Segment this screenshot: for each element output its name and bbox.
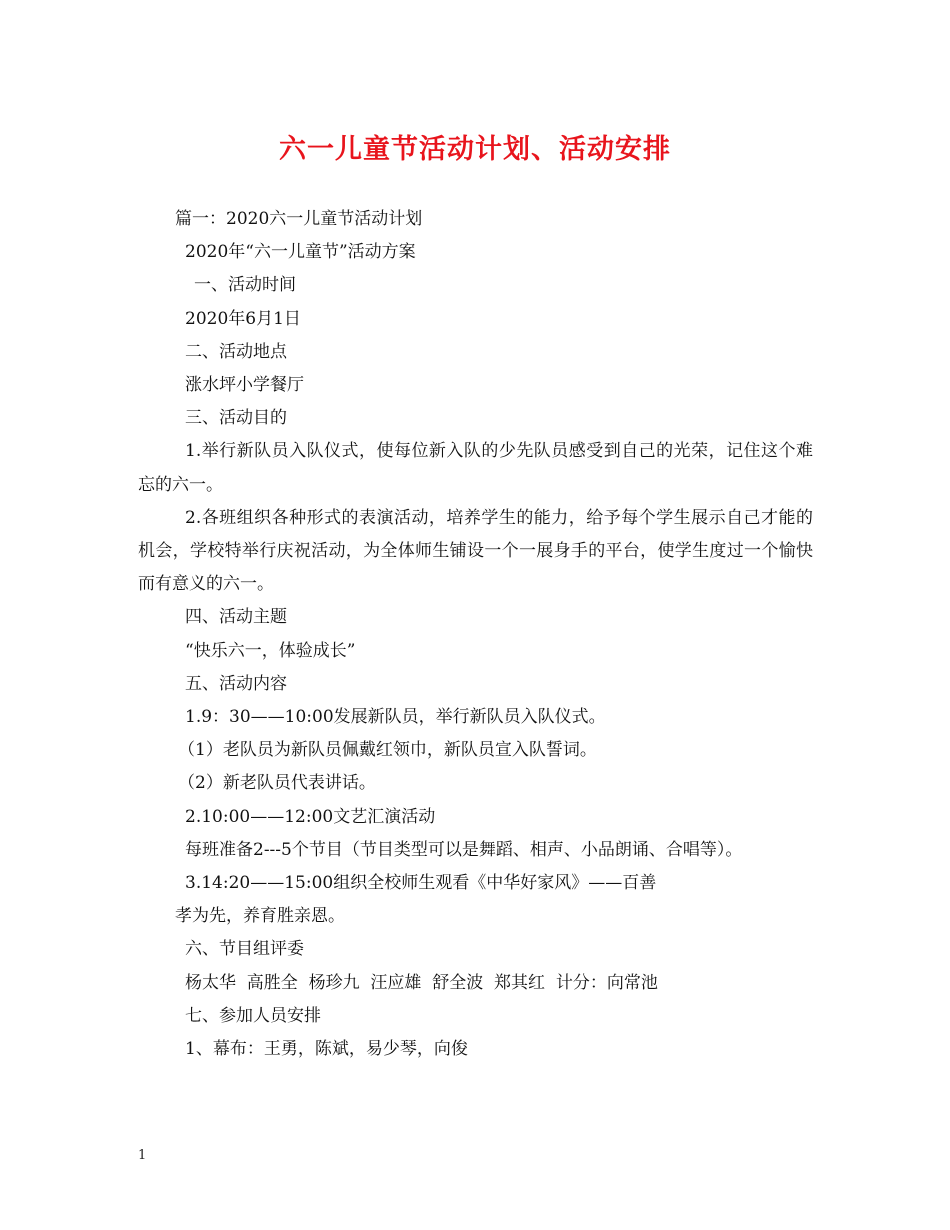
- body-line: 一、活动时间: [194, 275, 296, 296]
- body-line: 篇一：2020六一儿童节活动计划: [175, 209, 423, 229]
- body-line: 2020年6月1日: [185, 308, 301, 329]
- body-line: 2020年“六一儿童节”活动方案: [185, 242, 416, 263]
- body-line: 孝为先，养育胜亲恩。: [175, 906, 345, 927]
- body-line: 五、活动内容: [185, 673, 287, 694]
- body-line: 七、参加人员安排: [185, 1005, 321, 1026]
- body-line: 2.10:00——12:00文艺汇演活动: [185, 806, 436, 827]
- body-line: 杨太华 高胜全 杨珍九 汪应雄 舒全波 郑其红 计分：向常池: [185, 972, 658, 993]
- body-line: 六、节目组评委: [185, 939, 304, 960]
- body-line: 1.9：30——10:00发展新队员，举行新队员入队仪式。: [185, 707, 606, 728]
- body-paragraph: 1.举行新队员入队仪式，使每位新入队的少先队员感受到自己的光荣，记住这个难忘的六一。: [138, 441, 813, 495]
- document-title: 六一儿童节活动计划、活动安排: [279, 134, 671, 165]
- body-line: 二、活动地点: [185, 341, 287, 362]
- body-line: 涨水坪小学餐厅: [185, 375, 304, 396]
- body-line: 每班准备2---5个节目（节目类型可以是舞蹈、相声、小品朗诵、合唱等）。: [185, 839, 743, 860]
- body-line: 四、活动主题: [185, 607, 287, 628]
- page-number: 1: [138, 1148, 147, 1163]
- body-line: 1、幕布：王勇，陈斌，易少琴，向俊: [185, 1039, 468, 1060]
- body-paragraph: 2.各班组织各种形式的表演活动，培养学生的能力，给予每个学生展示自己才能的机会，学校特举行庆祝活动，为全体师生铺设一个一展身手的平台，使学生度过一个愉快而有意义的六一。: [138, 507, 813, 595]
- body-line: 3.14:20——15:00组织全校师生观看《中华好家风》——百善: [185, 873, 657, 894]
- document-body: [138, 203, 813, 1066]
- body-line: （1）老队员为新队员佩戴红领巾，新队员宣入队誓词。: [178, 740, 597, 761]
- body-line: （2）新老队员代表讲话。: [178, 773, 376, 794]
- body-line: 三、活动目的: [185, 408, 287, 429]
- body-line: “快乐六一，体验成长”: [185, 640, 356, 661]
